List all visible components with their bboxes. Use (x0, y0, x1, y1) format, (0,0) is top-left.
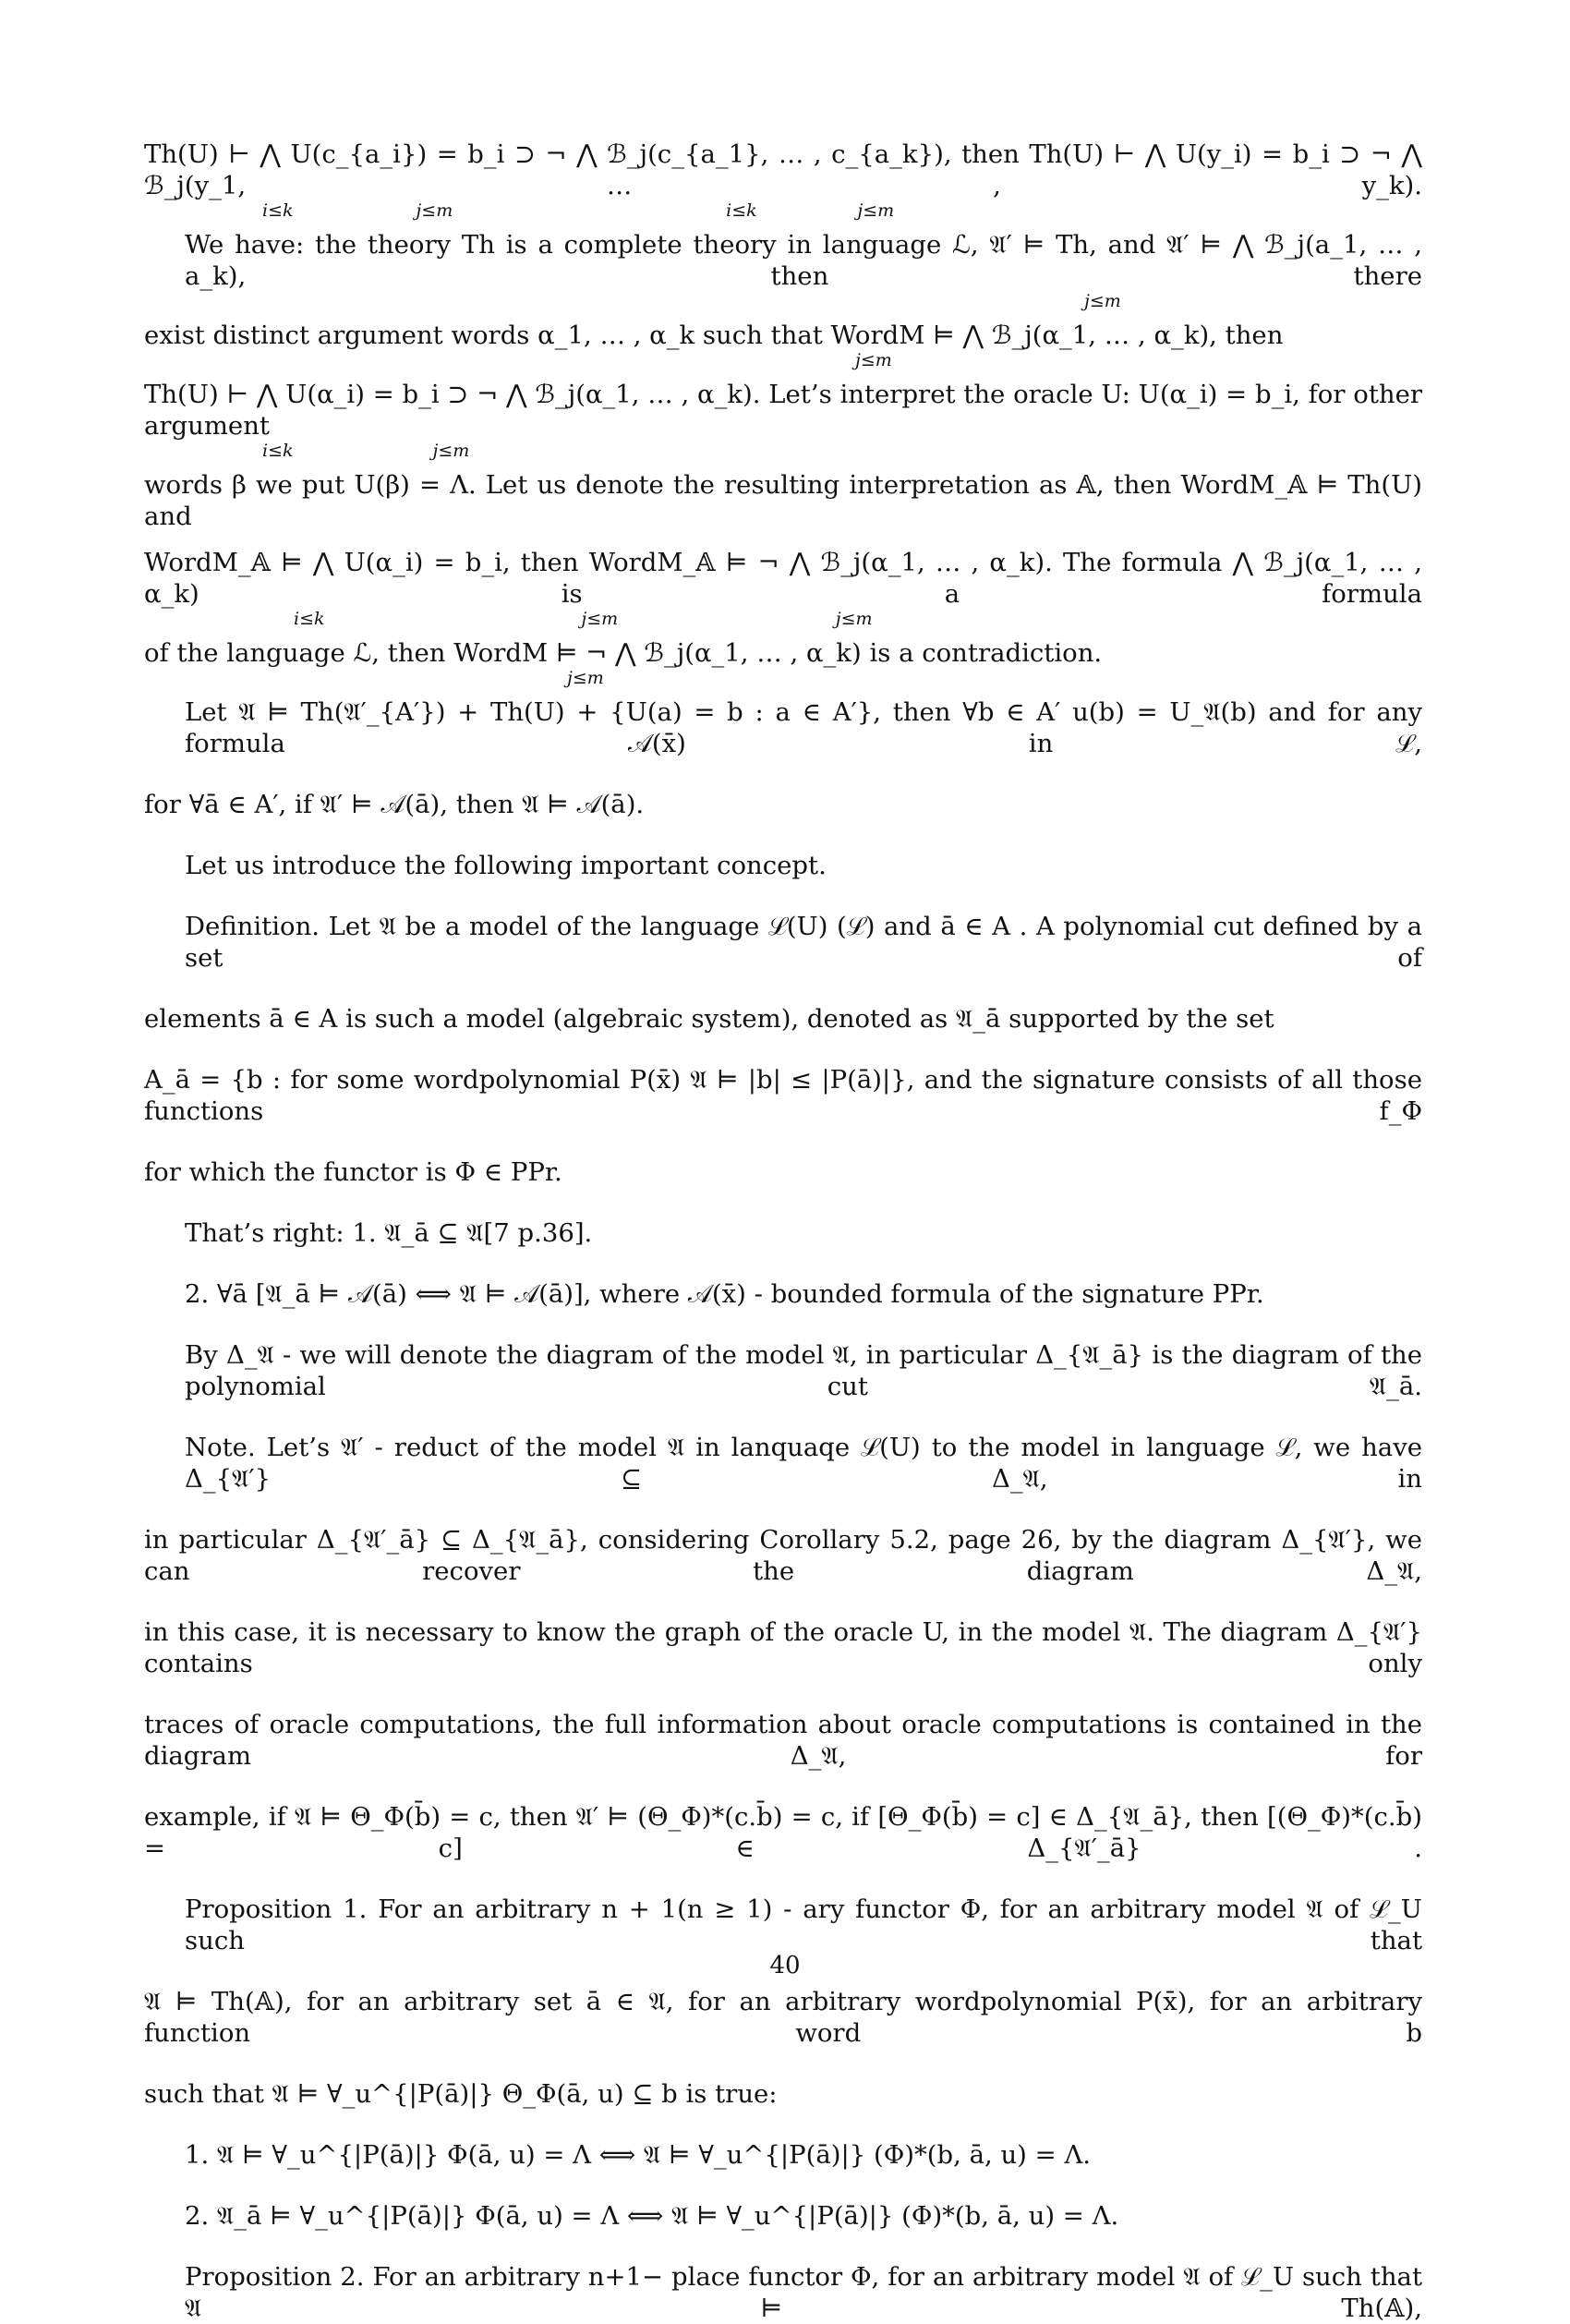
text-line: That’s right: 1. 𝔄_ā ⊆ 𝔄[7 p.36]. (185, 1218, 593, 1248)
text-line: We have: the theory Th is a complete theory in language ℒ, 𝔄′ ⊨ Th, and 𝔄′ ⊨ ⋀ ℬ_j(a_1, … , a_k), then there (185, 230, 1422, 291)
text-line: 2. 𝔄_ā ⊨ ∀_u^{|P(ā)|} Φ(ā, u) = Λ ⟺ 𝔄 ⊨ ∀_u^{|P(ā)|} (Φ)*(b, ā, u) = Λ. (185, 2201, 1119, 2231)
text-line: in particular Δ_{𝔄′_ā} ⊆ Δ_{𝔄_ā}, considering Corollary 5.2, page 26, by the diagram Δ_{𝔄′}, we can recover the diagram Δ_𝔄, (144, 1525, 1422, 1586)
text-line: Th(U) ⊢ ⋀ U(c_{a_i}) = b_i ⊃ ¬ ⋀ ℬ_j(c_{a_1}, … , c_{a_k}), then Th(U) ⊢ ⋀ U(y_i) = b_i ⊃ ¬ ⋀ ℬ_j(y_1, … , y_k). (144, 139, 1422, 200)
text-line: such that 𝔄 ⊨ ∀_u^{|P(ā)|} Θ_Φ(ā, u) ⊆ b is true: (144, 2079, 778, 2109)
proposition-1-line: Proposition 1. For an arbitrary n + 1(n ≥ 1) - ary functor Φ, for an arbitrary model 𝔄 of ℒ_U such that (185, 1894, 1422, 1955)
index-line: i≤k j≤m (262, 441, 470, 461)
text-line: of the language ℒ, then WordM ⊨ ¬ ⋀ ℬ_j(α_1, … , α_k) is a contradiction. (144, 638, 1103, 668)
text-line: words β we put U(β) = Λ. Let us denote the resulting interpretation as 𝔸, then WordM_𝔸 ⊨ Th(U) and (144, 470, 1422, 531)
text-line: in this case, it is necessary to know the graph of the oracle U, in the model 𝔄. The diagram Δ_{𝔄′} contains only (144, 1617, 1422, 1678)
text-line: WordM_𝔸 ⊨ ⋀ U(α_i) = b_i, then WordM_𝔸 ⊨ ¬ ⋀ ℬ_j(α_1, … , α_k). The formula ⋀ ℬ_j(α_1, … , α_k) is a formula (144, 548, 1422, 609)
text-line: A_ā = {b : for some wordpolynomial P(x̄) 𝔄 ⊨ |b| ≤ |P(ā)|}, and the signature consists of all those functions f_Φ (144, 1065, 1422, 1126)
text-line: 2. ∀ā [𝔄_ā ⊨ 𝒜(ā) ⟺ 𝔄 ⊨ 𝒜(ā)], where 𝒜(x̄) - bounded formula of the signature PPr. (185, 1279, 1264, 1309)
index-line: j≤m (855, 350, 892, 370)
text-line: for ∀ā ∈ A′, if 𝔄′ ⊨ 𝒜(ā), then 𝔄 ⊨ 𝒜(ā). (144, 790, 645, 819)
text-line: elements ā ∈ A is such a model (algebraic system), denoted as 𝔄_ā supported by the set (144, 1004, 1274, 1034)
definition-line: Definition. Let 𝔄 be a model of the language ℒ(U) (ℒ) and ā ∈ A . A polynomial cut defined by a set of (185, 912, 1422, 973)
text-line: Let 𝔄 ⊨ Th(𝔄′_{A′}) + Th(U) + {U(a) = b : a ∈ A′}, then ∀b ∈ A′ u(b) = U_𝔄(b) and for any formula 𝒜(x̄) in ℒ, (185, 697, 1422, 758)
text-line: traces of oracle computations, the full information about oracle computations is contained in the diagram Δ_𝔄, for (144, 1710, 1422, 1771)
text-line: 𝔄 ⊨ Th(𝔸), for an arbitrary set ā ∈ 𝔄, for an arbitrary wordpolynomial P(x̄), for an arbitrary function word b (144, 1987, 1422, 2048)
index-line: i≤k j≤m j≤m (294, 609, 873, 629)
index-line: j≤m (1084, 291, 1121, 311)
text-line: Let us introduce the following important concept. (185, 851, 827, 880)
page-number: 40 (769, 1952, 801, 1979)
index-line: i≤k j≤m i≤k j≤m (262, 200, 895, 221)
text-line: exist distinct argument words α_1, … , α_k such that WordM ⊨ ⋀ ℬ_j(α_1, … , α_k), then (144, 321, 1284, 350)
index-line: j≤m (567, 668, 604, 688)
text-line: Th(U) ⊢ ⋀ U(α_i) = b_i ⊃ ¬ ⋀ ℬ_j(α_1, … , α_k). Let’s interpret the oracle U: U(α_i) = b_i, for other argument (144, 380, 1422, 441)
text-line: example, if 𝔄 ⊨ Θ_Φ(b̄) = c, then 𝔄′ ⊨ (Θ_Φ)*(c.b̄) = c, if [Θ_Φ(b̄) = c] ∈ Δ_{𝔄_ā}, then [(Θ_Φ)*(c.b̄) = c] ∈ Δ_{𝔄′_ā} . (144, 1802, 1422, 1863)
note-line: Note. Let’s 𝔄′ - reduct of the model 𝔄 in lanquaqe ℒ(U) to the model in language ℒ, we have Δ_{𝔄′} ⊆ Δ_𝔄, in (185, 1433, 1422, 1494)
text-line: By Δ_𝔄 - we will denote the diagram of the model 𝔄, in particular Δ_{𝔄_ā} is the diagram of the polynomial cut 𝔄_ā. (185, 1340, 1422, 1401)
text-line: 1. 𝔄 ⊨ ∀_u^{|P(ā)|} Φ(ā, u) = Λ ⟺ 𝔄 ⊨ ∀_u^{|P(ā)|} (Φ)*(b, ā, u) = Λ. (185, 2140, 1092, 2170)
proposition-2-line: Proposition 2. For an arbitrary n+1− place functor Φ, for an arbitrary model 𝔄 of ℒ_U such that 𝔄 ⊨ Th(𝔸), (185, 2262, 1422, 2323)
text-line: for which the functor is Φ ∈ PPr. (144, 1157, 562, 1187)
page-body (144, 139, 1422, 2324)
